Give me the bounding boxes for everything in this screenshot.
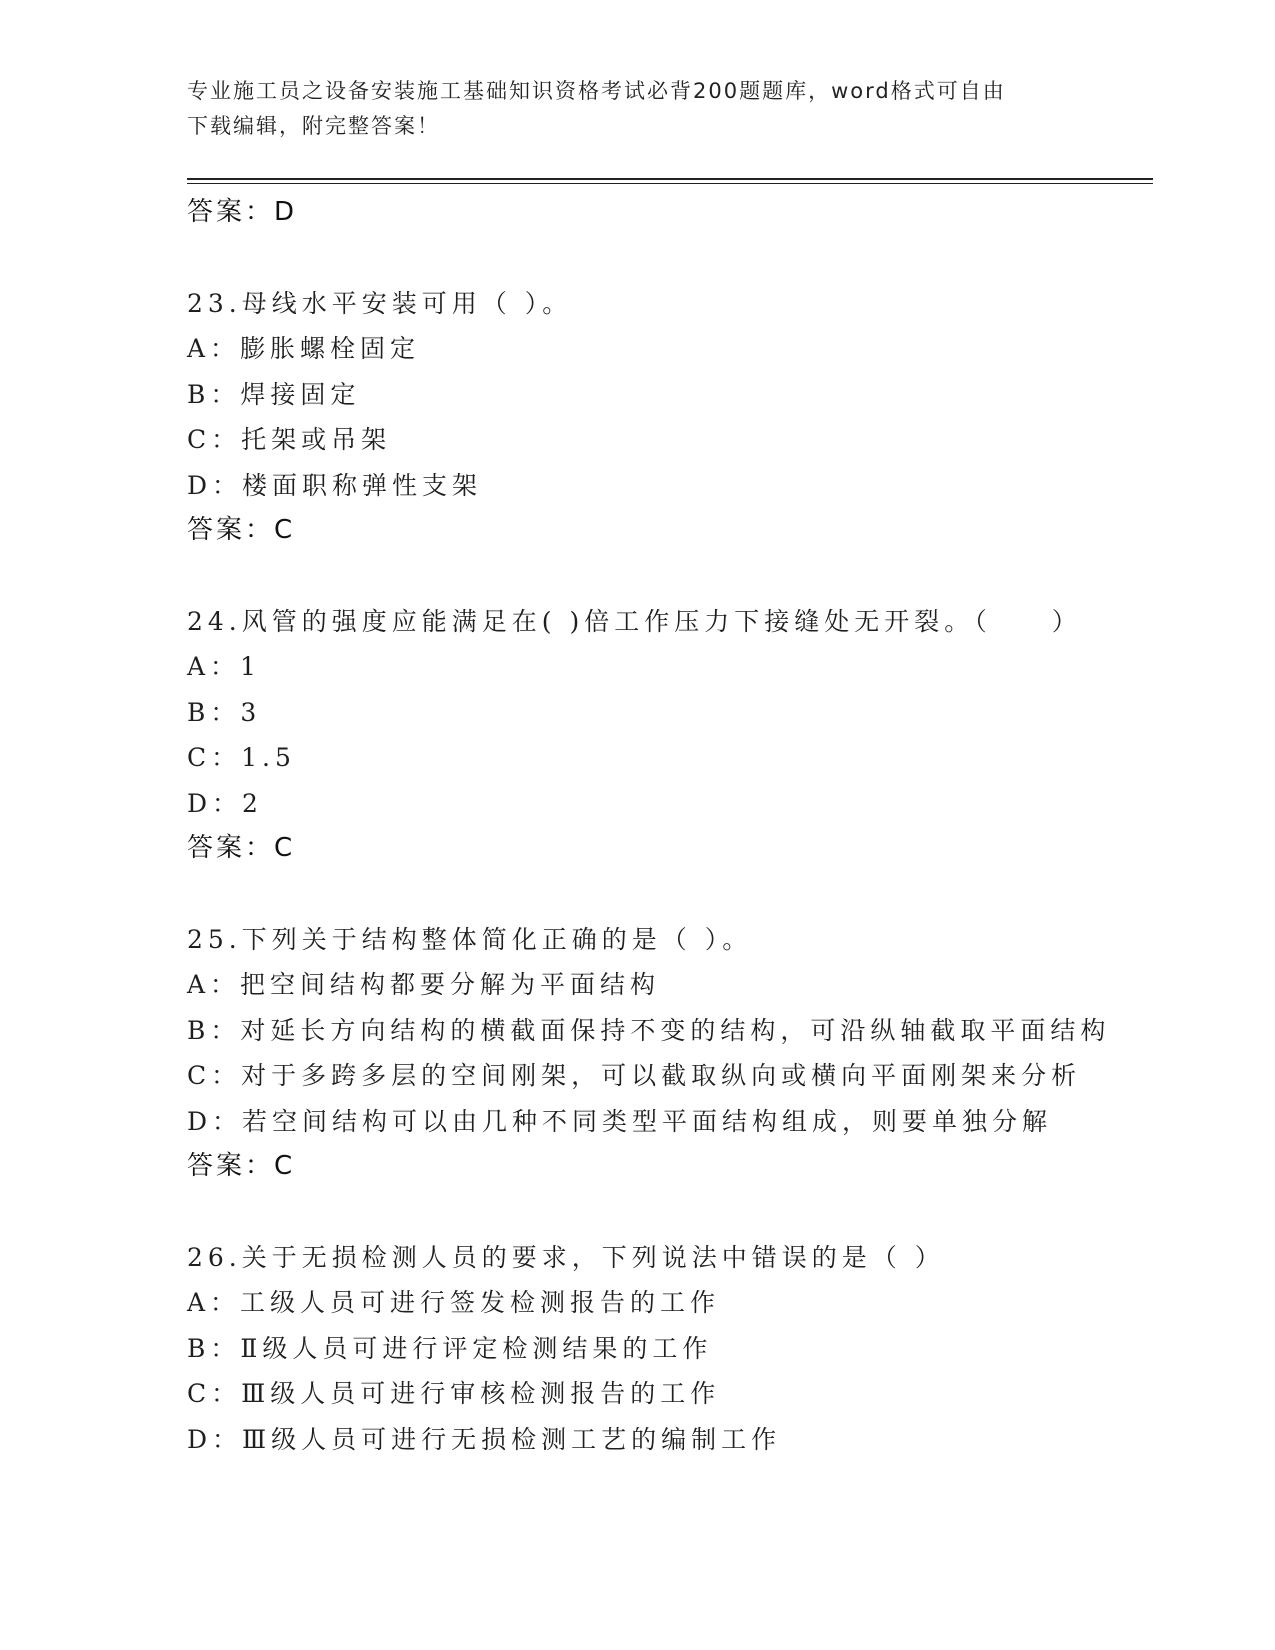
question-stem: 25.下列关于结构整体简化正确的是（ ）。 <box>187 924 753 954</box>
answer-line: 答案：C <box>187 1151 296 1181</box>
spacer <box>187 872 1153 917</box>
option-d: D：Ⅲ级人员可进行无损检测工艺的编制工作 <box>187 1424 782 1454</box>
option-a: A：工级人员可进行签发检测报告的工作 <box>187 1288 721 1317</box>
spacer <box>187 1190 1153 1235</box>
option-b: B：焊接固定 <box>187 379 361 409</box>
spacer <box>187 236 1153 281</box>
header-line-2: 下载编辑，附完整答案！ <box>187 114 440 138</box>
header-divider-thick <box>187 178 1153 180</box>
question-block <box>187 1235 1153 1463</box>
answer-line: 答案：C <box>187 833 296 863</box>
header-line-1: 专业施工员之设备安装施工基础知识资格考试必背200题题库，word格式可自由 <box>187 79 1006 103</box>
header-divider-thin <box>187 183 1153 184</box>
option-b: B：Ⅱ级人员可进行评定检测结果的工作 <box>187 1333 713 1363</box>
question-block <box>187 599 1153 872</box>
question-list <box>187 190 1153 1462</box>
option-a: A：把空间结构都要分解为平面结构 <box>187 970 661 999</box>
question-block <box>187 281 1153 554</box>
option-a: A：1 <box>187 652 261 681</box>
option-b: B：3 <box>187 697 262 727</box>
option-c: C：Ⅲ级人员可进行审核检测报告的工作 <box>187 1379 721 1408</box>
answer-line: 答案：C <box>187 515 296 545</box>
spacer <box>187 554 1153 599</box>
option-d: D：楼面职称弹性支架 <box>187 470 483 500</box>
answer-line: 答案：D <box>187 197 298 227</box>
question-stem: 23.母线水平安装可用（ ）。 <box>187 288 573 318</box>
option-c: C：对于多跨多层的空间刚架，可以截取纵向或横向平面刚架来分析 <box>187 1061 1082 1090</box>
question-block <box>187 917 1153 1190</box>
question-stem: 26.关于无损检测人员的要求，下列说法中错误的是（ ） <box>187 1242 945 1272</box>
option-d: D：若空间结构可以由几种不同类型平面结构组成，则要单独分解 <box>187 1106 1053 1136</box>
option-c: C：托架或吊架 <box>187 425 392 454</box>
document-header <box>187 74 1087 144</box>
option-d: D：2 <box>187 788 263 818</box>
option-c: C：1.5 <box>187 743 296 772</box>
option-b: B：对延长方向结构的横截面保持不变的结构，可沿纵轴截取平面结构 <box>187 1015 1111 1045</box>
question-stem: 24.风管的强度应能满足在( )倍工作压力下接缝处无开裂。（ ） <box>187 606 1082 636</box>
option-a: A：膨胀螺栓固定 <box>187 334 421 363</box>
